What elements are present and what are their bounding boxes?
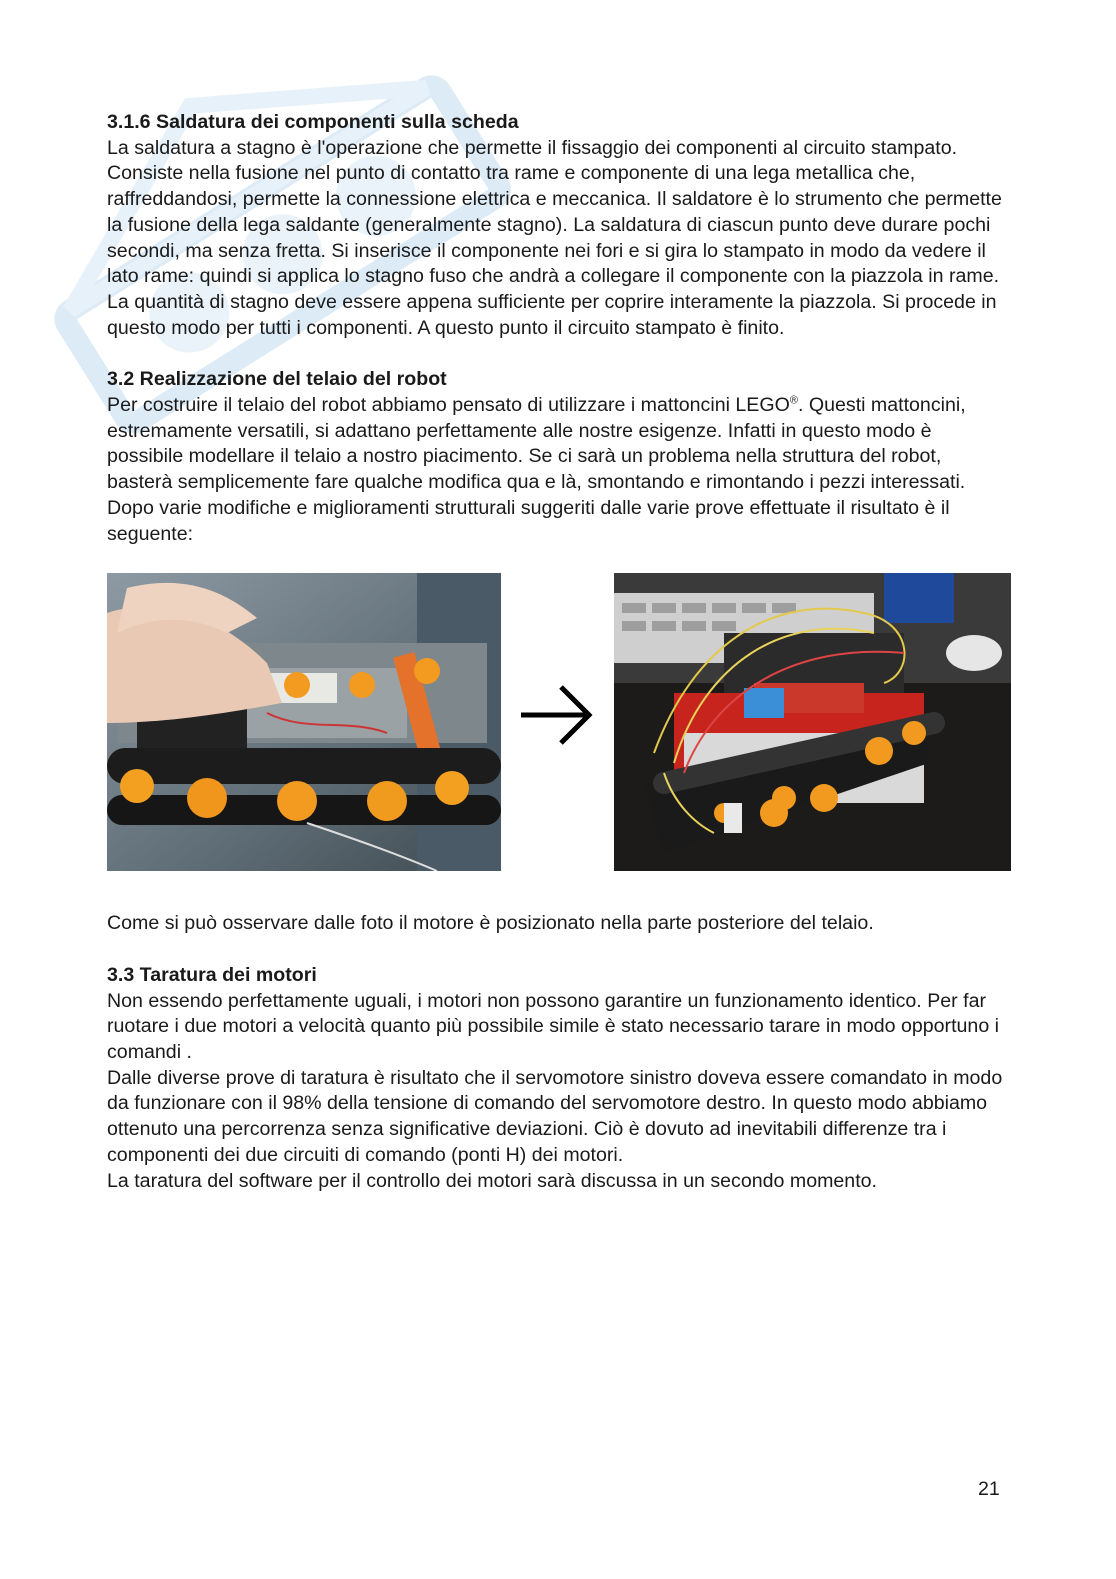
section-title-3-3: 3.3 Taratura dei motori xyxy=(107,963,317,986)
section-3-3-paragraph-2: Dalle diverse prove di taratura è risultato che il servomotore sinistro doveva essere comandato in modo da funzionare con il 98% della tensione di comando del servomotore destro. In questo modo abbiamo ottenuto una percorrenza senza significative deviazioni. Ciò è dovuto ad inevitabili differenze tra i componenti dei due circuiti di comando (ponti H) dei motori. xyxy=(107,1066,1003,1166)
page-number: 21 xyxy=(978,1478,1000,1500)
photo-figure xyxy=(107,573,1007,911)
chassis-assembly-photo xyxy=(107,573,501,871)
section-3-3-paragraph-1: Non essendo perfettamente uguali, i motori non possono garantire un funzionamento identico. Per far ruotare i due motori a velocità quanto più possibile simile è stato necessario tarare in modo opportuno i comandi . xyxy=(107,989,1000,1064)
section-3-3-paragraph-3: La taratura del software per il controllo dei motori sarà discussa in un secondo momento. xyxy=(107,1169,877,1192)
right-arrow-icon xyxy=(519,685,595,745)
finished-robot-photo xyxy=(614,573,1011,871)
section-body-3-2 xyxy=(107,393,1007,547)
registered-mark: ® xyxy=(789,394,798,407)
section-body-3-1-6: La saldatura a stagno è l'operazione che permette il fissaggio dei componenti al circuito stampato. Consiste nella fusione nel punto di contatto tra rame e componente di una lega metallica che, raffreddandosi, permette la connessione elettrica e meccanica. Il saldatore è lo strumento che permette la fusione della lega saldante (generalmente stagno). La saldatura di ciascun punto deve durare pochi secondi, ma senza fretta. Si inserisce il componente nei fori e si gira lo stampato in modo da vedere il lato rame: quindi si applica lo stagno fuso che andrà a collegare il componente con la piazzola in rame. La quantità di stagno deve essere appena sufficiente per coprire interamente la piazzola. Si procede in questo modo per tutti i componenti. A questo punto il circuito stampato è finito. xyxy=(107,136,1002,339)
section-title-3-1-6: 3.1.6 Saldatura dei componenti sulla scheda xyxy=(107,111,519,133)
page-content xyxy=(107,110,1007,1194)
body-3-2-part-2: . Questi mattoncini, estremamente versatili, si adattano perfettamente alle nostre esigenze. Infatti in questo modo è possibile modellare il telaio a nostro piacimento. Se ci sarà un problema nella struttura del robot, basterà semplicemente fare qualche modifica qua e là, smontando e rimontando i pezzi interessati. Dopo varie modifiche e miglioramenti strutturali suggeriti dalle varie prove effettuate il risultato è il seguente: xyxy=(107,394,966,545)
section-title-3-2: 3.2 Realizzazione del telaio del robot xyxy=(107,368,447,391)
body-3-2-part-1: Per costruire il telaio del robot abbiamo pensato di utilizzare i mattoncini LEGO xyxy=(107,394,790,417)
figure-caption: Come si può osservare dalle foto il motore è posizionato nella parte posteriore del telaio. xyxy=(107,912,874,935)
